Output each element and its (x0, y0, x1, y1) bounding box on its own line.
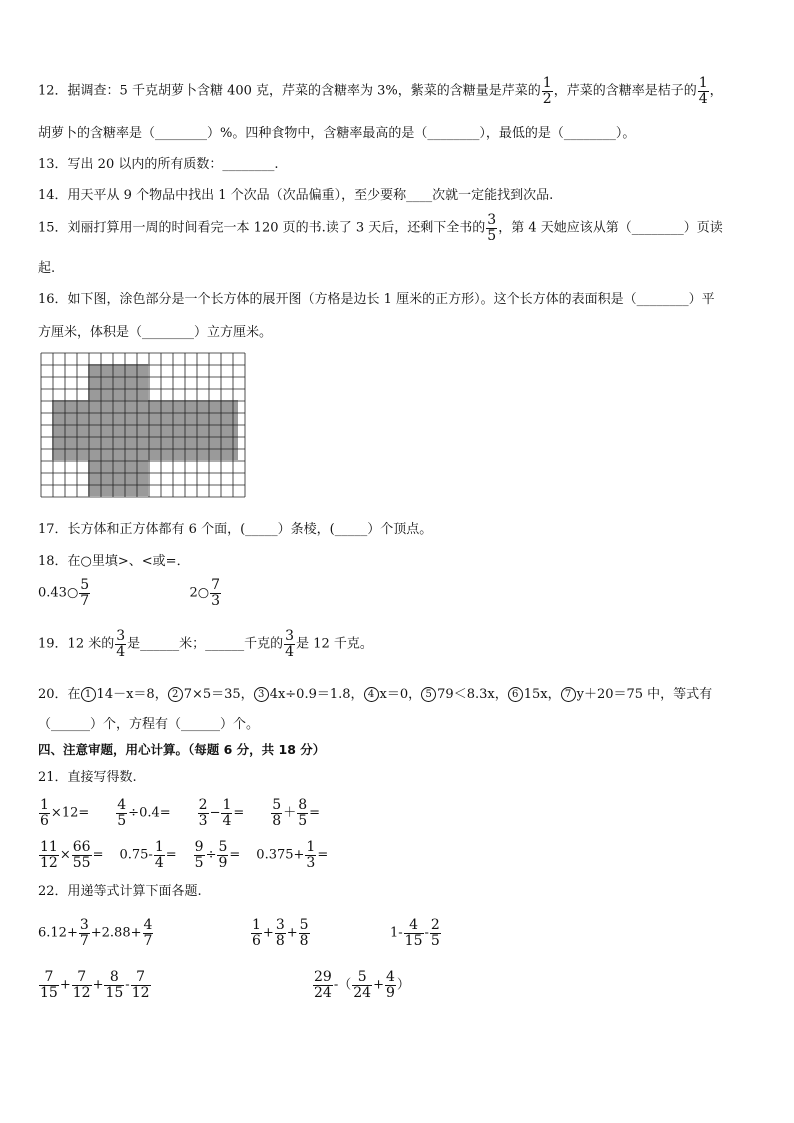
numerator: 5 (352, 970, 372, 986)
expression-5 (312, 970, 410, 1000)
expression-4 (38, 970, 152, 1000)
operator: ×12= (50, 805, 90, 821)
calc-item (197, 798, 245, 828)
numerator: 5 (299, 917, 309, 933)
fraction (79, 918, 90, 948)
denominator: 12 (40, 854, 58, 871)
question-20-line1: 20．在 1 14－x＝8， 2 7×5＝35， 3 4x÷0.9＝1.8， 4 x＝0， 5 79＜8.3x， 6 15x， 7 y＋20＝75 中，等式有 (38, 687, 713, 702)
equation-text: 15x， (523, 687, 561, 702)
denominator: 24 (353, 984, 372, 1001)
operand: 0.75- (119, 847, 153, 863)
operator: + (59, 977, 71, 993)
numerator: 2 (430, 917, 440, 933)
fraction: $\frac{5}{7}$ (80, 577, 90, 609)
question-12-line2: 胡萝卜的含糖率是（________）%。四种食物中，含糖率最高的是（________），最低的是（________）。 (38, 126, 636, 141)
expression-3 (390, 918, 442, 948)
operator: = (229, 847, 241, 863)
operator: -（ (333, 977, 352, 993)
question-13: 13．写出 20 以内的所有质数：________. (38, 157, 279, 172)
numerator: 1 (40, 797, 49, 813)
fraction (299, 918, 310, 948)
fraction (305, 840, 316, 870)
denominator: 5 (430, 932, 440, 949)
circled-number: 3 (254, 687, 269, 702)
numerator: 2 (198, 797, 208, 813)
fraction (352, 970, 372, 1000)
numerator: 8 (104, 970, 124, 986)
operator: - (424, 925, 429, 941)
operand: 0.375+ (256, 847, 305, 863)
equation-text: 79＜8.3x， (437, 687, 508, 702)
fraction (72, 840, 92, 870)
numerator: 5 (272, 797, 282, 813)
fraction (143, 918, 154, 948)
fraction (116, 798, 127, 828)
expression-1 (38, 918, 154, 948)
fraction (131, 970, 151, 1000)
calc-item (270, 798, 320, 828)
numerator: 4 (143, 917, 153, 933)
equation-text: x＝0， (379, 687, 422, 702)
denominator: 9 (218, 854, 228, 871)
numerator: 66 (72, 839, 91, 855)
operator: = (165, 847, 177, 863)
denominator: 55 (72, 854, 91, 871)
question-21-title: 21．直接写得数. (38, 770, 137, 785)
section-4-heading: 四、注意审题，用心计算。（每题 6 分，共 18 分） (38, 742, 326, 757)
operator: × (59, 847, 71, 863)
fraction (39, 970, 59, 1000)
denominator: 6 (252, 932, 261, 949)
question-17: 17．长方体和正方体都有 6 个面，(_____）条棱，(_____）个顶点。 (38, 522, 433, 537)
question-20-line2: （______）个，方程有（______）个。 (38, 717, 260, 732)
equation-text: 7×5＝35， (183, 687, 254, 702)
operator: = (317, 847, 329, 863)
fraction: $\frac{3}{5}$ (487, 212, 497, 244)
fraction (72, 970, 92, 1000)
denominator: 6 (40, 812, 49, 829)
numerator: 4 (117, 797, 127, 813)
calc-item (256, 840, 328, 870)
question-22-title: 22．用递等式计算下面各题. (38, 884, 202, 899)
numerator: 3 (79, 917, 89, 933)
circled-number: 2 (168, 687, 183, 702)
question-12-line1: 12．据调查：5 千克胡萝卜含糖 400 克，芹菜的含糖率为 3%，紫菜的含糖量是芹菜的 $\frac{1}{2}$ ，芹菜的含糖率是桔子的 $\frac{1}{4}$ ， (38, 75, 723, 107)
equation-text: y＋20＝75 中，等式有 (576, 687, 713, 702)
circled-number: 5 (421, 687, 436, 702)
denominator: 3 (306, 854, 316, 871)
circled-number: 7 (561, 687, 576, 702)
denominator: 9 (385, 984, 395, 1001)
numerator: 1 (252, 917, 261, 933)
denominator: 4 (154, 854, 164, 871)
calc-item (119, 840, 176, 870)
numerator: 4 (404, 918, 424, 934)
fraction (297, 798, 308, 828)
circled-number: 1 (81, 687, 96, 702)
fraction: $\frac{3}{4}$ (285, 628, 295, 660)
fraction: $\frac{3}{4}$ (116, 628, 126, 660)
fraction (217, 840, 228, 870)
operator: − (209, 805, 221, 821)
numerator: 7 (72, 970, 92, 986)
numerator: 9 (194, 839, 204, 855)
denominator: 4 (222, 812, 232, 829)
operator: 1- (390, 925, 403, 941)
cuboid-net-grid-figure (40, 352, 254, 504)
operator: ÷0.4= (128, 805, 171, 821)
fraction (385, 970, 396, 1000)
operator: = (92, 847, 104, 863)
calc-item (193, 840, 241, 870)
numerator: 3 (275, 917, 285, 933)
operator: + (373, 977, 384, 993)
calc-item (38, 798, 89, 828)
denominator: 7 (79, 932, 89, 949)
fraction (221, 798, 232, 828)
question-18-title: 18．在○里填>、<或=． (38, 554, 190, 569)
denominator: 5 (298, 812, 308, 829)
operator: 6.12+ (38, 925, 78, 941)
operator: + (286, 925, 298, 941)
fraction (404, 918, 424, 948)
operator: ） (396, 977, 410, 993)
equation-text: 4x÷0.9＝1.8， (269, 687, 364, 702)
operator: = (309, 805, 321, 821)
fraction (104, 970, 124, 1000)
question-19: 19．12 米的 $\frac{3}{4}$ 是______米；______千克的 $\frac{3}{4}$ 是 12 千克。 (38, 628, 373, 660)
numerator: 1 (306, 839, 316, 855)
question-21-row1 (38, 798, 346, 828)
numerator: 7 (39, 970, 59, 986)
fraction: $\frac{1}{2}$ (542, 75, 552, 107)
fraction (275, 918, 286, 948)
question-15-line1: 15．刘丽打算用一周的时间看完一本 120 页的书.读了 3 天后，还剩下全书的 $\frac{3}{5}$ ，第 4 天她应该从第（________）页读 (38, 212, 723, 244)
question-18-comparisons: 0.43○ $\frac{5}{7}$ 2○ $\frac{7}{3}$ (38, 577, 221, 609)
fraction (251, 918, 262, 948)
denominator: 15 (40, 984, 58, 1001)
question-14: 14．用天平从 9 个物品中找出 1 个次品（次品偏重），至少要称____次就一定能找到次品. (38, 188, 554, 203)
fraction (313, 970, 333, 1000)
circled-number: 6 (508, 687, 523, 702)
fraction (39, 798, 50, 828)
denominator: 5 (117, 812, 127, 829)
denominator: 15 (404, 932, 423, 949)
fraction: $\frac{7}{3}$ (211, 577, 221, 609)
operator: = (233, 805, 245, 821)
denominator: 12 (72, 984, 91, 1001)
denominator: 24 (314, 984, 332, 1001)
circled-number: 4 (364, 687, 379, 702)
denominator: 7 (143, 932, 153, 949)
equation-text: 14－x＝8， (96, 687, 168, 702)
fraction (271, 798, 282, 828)
numerator: 29 (314, 969, 332, 985)
fraction (154, 840, 165, 870)
question-15-line2: 起. (38, 261, 56, 276)
question-16-line2: 方厘米，体积是（________）立方厘米。 (38, 325, 273, 340)
calc-item (38, 840, 103, 870)
fraction (430, 918, 441, 948)
expression-2 (250, 918, 311, 948)
denominator: 5 (194, 854, 204, 871)
shaded-net (52, 364, 238, 496)
operator: ＋ (283, 805, 297, 821)
question-16-line1: 16．如下图，涂色部分是一个长方体的展开图（方格是边长 1 厘米的正方形）。这个长方体的表面积是（________）平 (38, 292, 715, 307)
denominator: 8 (272, 812, 282, 829)
numerator: 8 (298, 797, 308, 813)
denominator: 8 (299, 932, 309, 949)
denominator: 8 (275, 932, 285, 949)
fraction: $\frac{1}{4}$ (698, 75, 708, 107)
numerator: 1 (222, 797, 232, 813)
fraction (194, 840, 205, 870)
numerator: 7 (131, 970, 151, 986)
numerator: 1 (154, 839, 164, 855)
operator: ÷ (205, 847, 217, 863)
denominator: 12 (131, 984, 150, 1001)
operator: - (125, 977, 130, 993)
numerator: 5 (218, 839, 228, 855)
denominator: 3 (198, 812, 208, 829)
operator: + (92, 977, 104, 993)
question-21-row2 (38, 840, 344, 870)
numerator: 11 (40, 839, 58, 855)
fraction (198, 798, 209, 828)
operator: +2.88+ (90, 925, 142, 941)
operator: + (262, 925, 274, 941)
denominator: 15 (105, 984, 124, 1001)
calc-item (115, 798, 170, 828)
numerator: 4 (385, 969, 395, 985)
fraction (39, 840, 59, 870)
